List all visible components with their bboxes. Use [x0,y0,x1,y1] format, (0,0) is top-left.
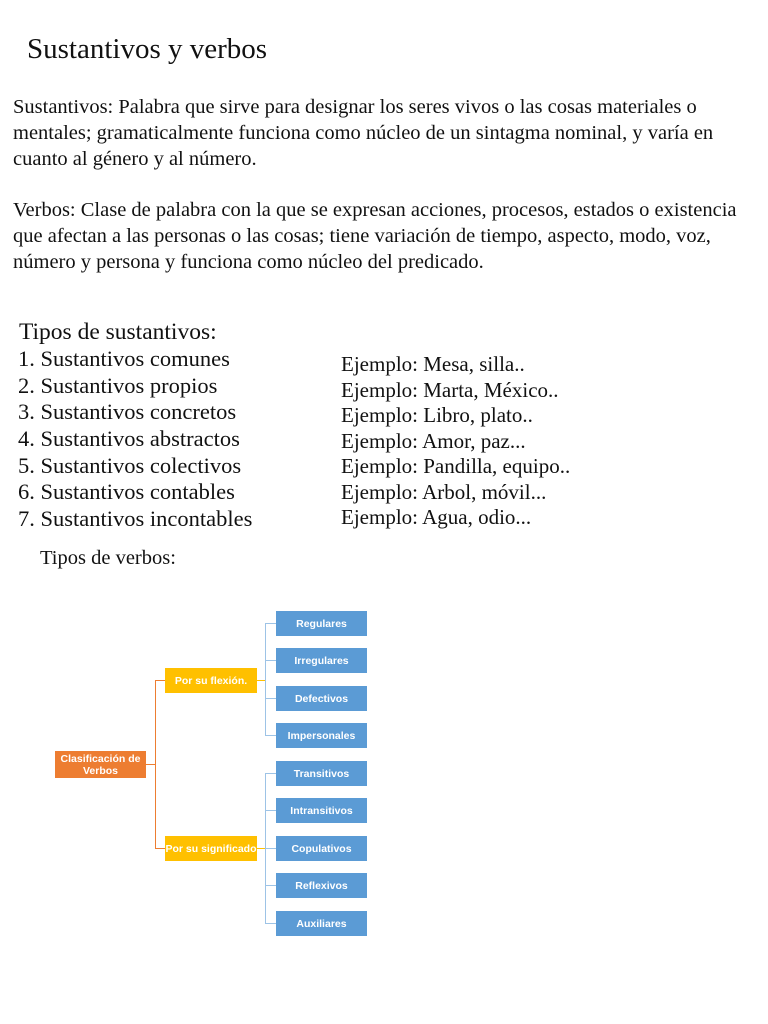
connector-leaf [265,623,276,624]
diagram-leaf-node: Irregulares [276,648,367,673]
diagram-root-node: Clasificación de Verbos [55,751,146,778]
diagram-leaf-node: Copulativos [276,836,367,861]
page-title: Sustantivos y verbos [27,33,268,65]
diagram-leaf-node: Defectivos [276,686,367,711]
noun-type-item: 6. Sustantivos contables [18,479,235,505]
noun-type-item: 4. Sustantivos abstractos [18,426,240,452]
connector-leaf [265,923,276,924]
connector-branch-meaning [155,848,165,849]
connector-leaf [265,660,276,661]
noun-type-item: 3. Sustantivos concretos [18,399,237,425]
diagram-leaf-node: Transitivos [276,761,367,786]
diagram-branch-inflection: Por su flexión. [165,668,257,693]
noun-example-item: Ejemplo: Amor, paz... [341,428,526,453]
noun-example-item: Ejemplo: Libro, plato.. [341,403,533,427]
diagram-leaf-node: Auxiliares [276,911,367,936]
diagram-leaf-node: Reflexivos [276,873,367,898]
noun-type-item: 2. Sustantivos propios [18,372,218,398]
noun-example-item: Ejemplo: Pandilla, equipo.. [341,454,571,478]
verbs-definition: Verbos: Clase de palabra con la que se expresan acciones, procesos, estados o existencia que afectan a las personas o las cosas; tiene variación de tiempo, aspecto, modo, voz, número y persona y funciona como núcleo del predicado. [13,199,737,273]
connector-leaf [265,848,276,849]
verb-types-heading: Tipos de verbos: [40,547,176,569]
connector-leaf [265,885,276,886]
connector-leaf [265,698,276,699]
diagram-branch-meaning: Por su significado [165,836,257,861]
connector-inflection-trunk [265,623,266,736]
noun-example-item: Ejemplo: Agua, odio... [341,505,532,529]
connector-leaf [265,810,276,811]
noun-types-heading: Tipos de sustantivos: [19,319,217,345]
diagram-leaf-node: Regulares [276,611,367,636]
noun-examples-list [341,352,570,531]
noun-example-item: Ejemplo: Mesa, silla.. [341,352,525,376]
connector-branch-inflection [155,680,165,681]
noun-type-item: 1. Sustantivos comunes [18,346,230,371]
noun-type-item: 7. Sustantivos incontables [18,506,253,532]
noun-example-item: Ejemplo: Arbol, móvil... [341,479,547,504]
connector-leaf [265,773,276,774]
diagram-leaf-node: Intransitivos [276,798,367,823]
noun-type-item: 5. Sustantivos colectivos [18,452,242,478]
nouns-definition: Sustantivos: Palabra que sirve para designar los seres vivos o las cosas materiales o mentales; gramaticalmente funciona como núcleo de un sintagma nominal, y varía en cuanto al género y al número. [13,96,714,170]
diagram-leaf-node: Impersonales [276,723,367,748]
noun-example-item: Ejemplo: Marta, México.. [341,377,559,402]
noun-types-list [18,346,252,533]
connector-leaf [265,735,276,736]
connector-root-trunk [155,680,156,849]
